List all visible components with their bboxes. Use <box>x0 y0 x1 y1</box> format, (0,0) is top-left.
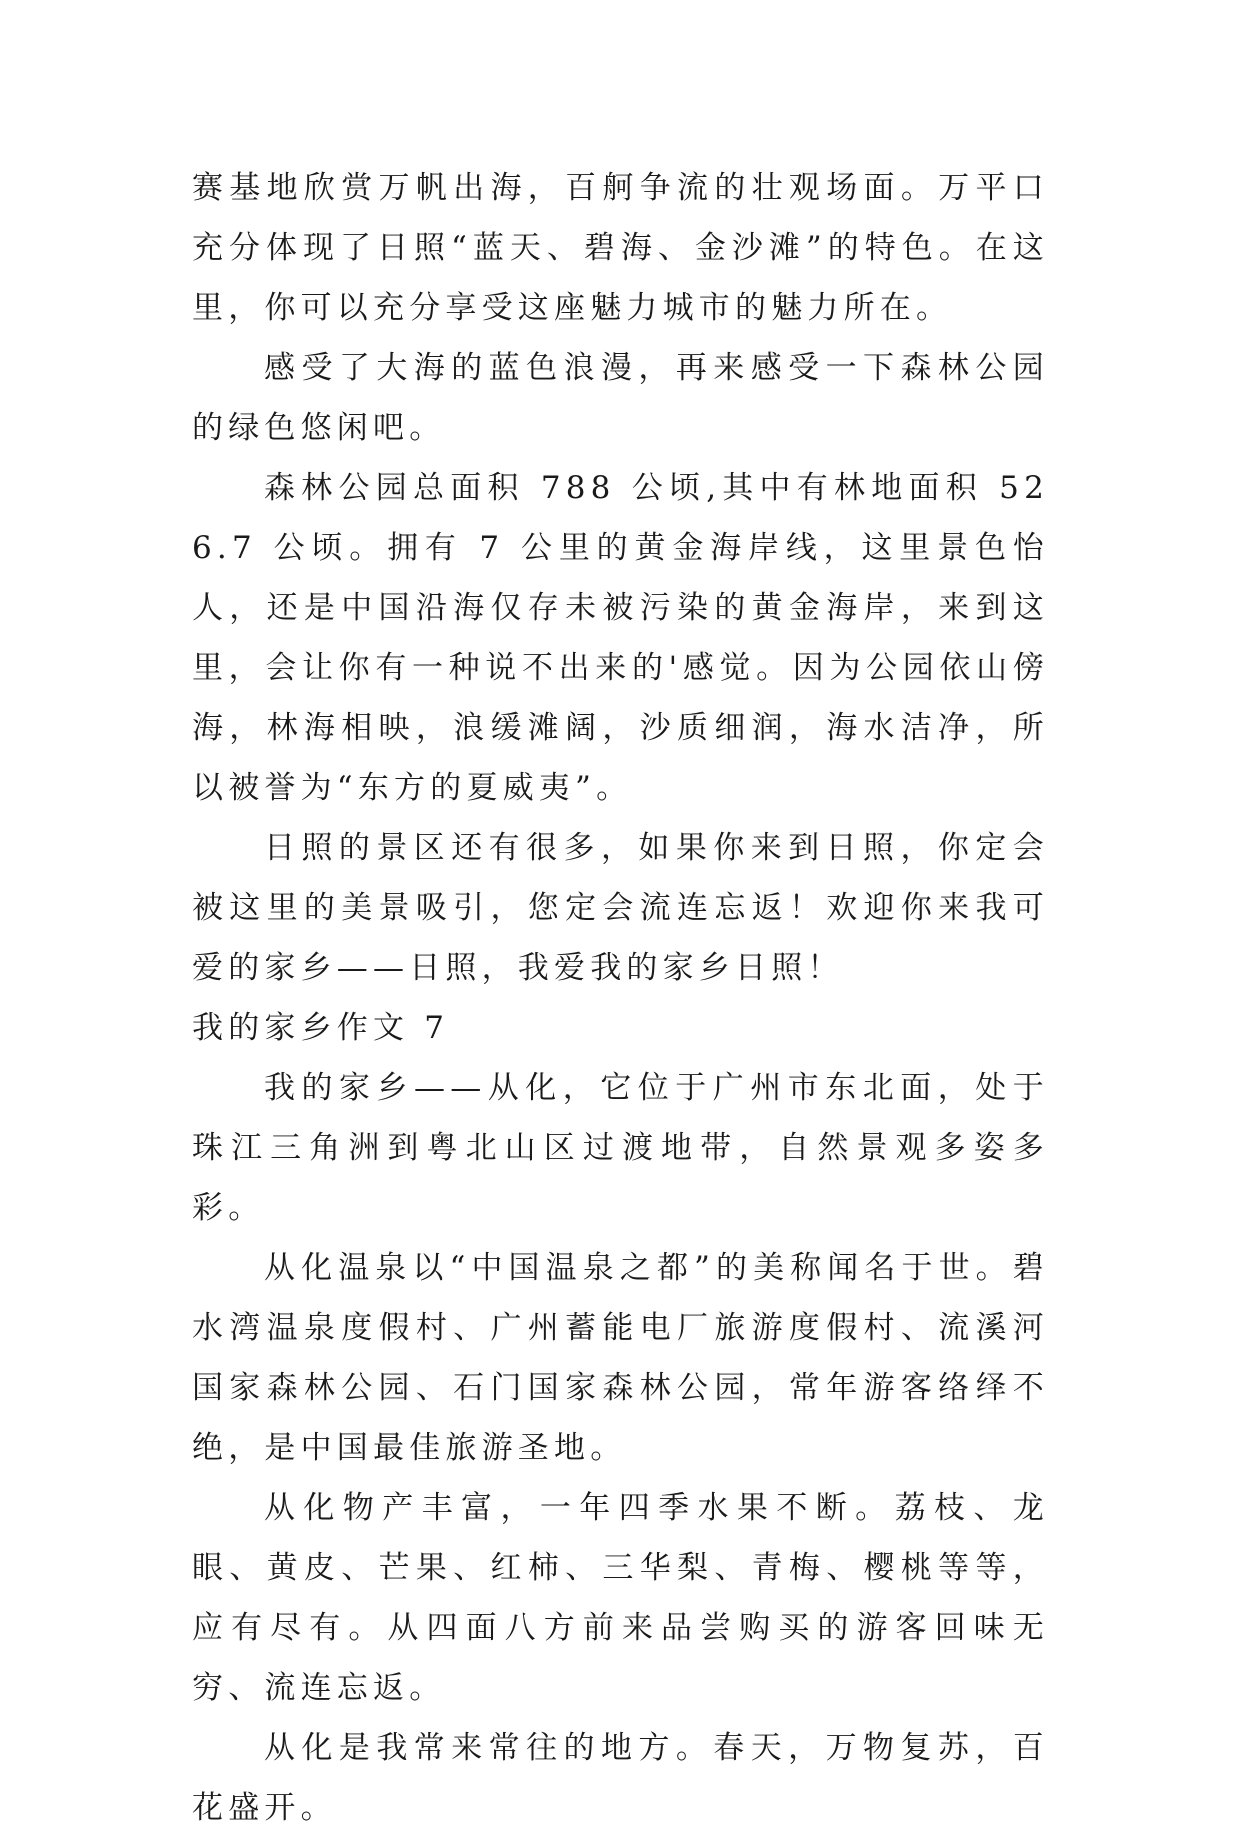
paragraph-continuation: 赛基地欣赏万帆出海，百舸争流的壮观场面。万平口充分体现了日照“蓝天、碧海、金沙滩”的特色。在这里，你可以充分享受这座魅力城市的魅力所在。 <box>192 170 1049 326</box>
paragraph-rizhao-closing: 日照的景区还有很多，如果你来到日照，你定会被这里的美景吸引，您定会流连忘返！欢迎你来我可爱的家乡——日照，我爱我的家乡日照！ <box>192 830 1049 986</box>
paragraph-hot-springs: 从化温泉以“中国温泉之都”的美称闻名于世。碧水湾温泉度假村、广州蓄能电厂旅游度假村、流溪河国家森林公园、石门国家森林公园，常年游客络绎不绝，是中国最佳旅游圣地。 <box>192 1250 1049 1466</box>
paragraph-forest-intro: 感受了大海的蓝色浪漫，再来感受一下森林公园的绿色悠闲吧。 <box>192 350 1049 446</box>
paragraph-spring: 从化是我常来常往的地方。春天，万物复苏，百花盛开。 <box>192 1730 1049 1826</box>
paragraph-conghua-intro: 我的家乡——从化，它位于广州市东北面，处于珠江三角洲到粤北山区过渡地带，自然景观多姿多彩。 <box>192 1070 1049 1226</box>
document-page <box>192 158 1049 1838</box>
paragraph-produce: 从化物产丰富，一年四季水果不断。荔枝、龙眼、黄皮、芒果、红柿、三华梨、青梅、樱桃等等，应有尽有。从四面八方前来品尝购买的游客回味无穷、流连忘返。 <box>192 1490 1049 1706</box>
section-title: 我的家乡作文 7 <box>192 1010 450 1046</box>
paragraph-forest-park: 森林公园总面积 788 公顷,其中有林地面积 526.7 公顷。拥有 7 公里的黄金海岸线，这里景色怡人，还是中国沿海仅存未被污染的黄金海岸，来到这里，会让你有一种说不出来的'感觉。因为公园依山傍海，林海相映，浪缓滩阔，沙质细润，海水洁净，所以被誉为“东方的夏威夷”。 <box>192 470 1049 806</box>
